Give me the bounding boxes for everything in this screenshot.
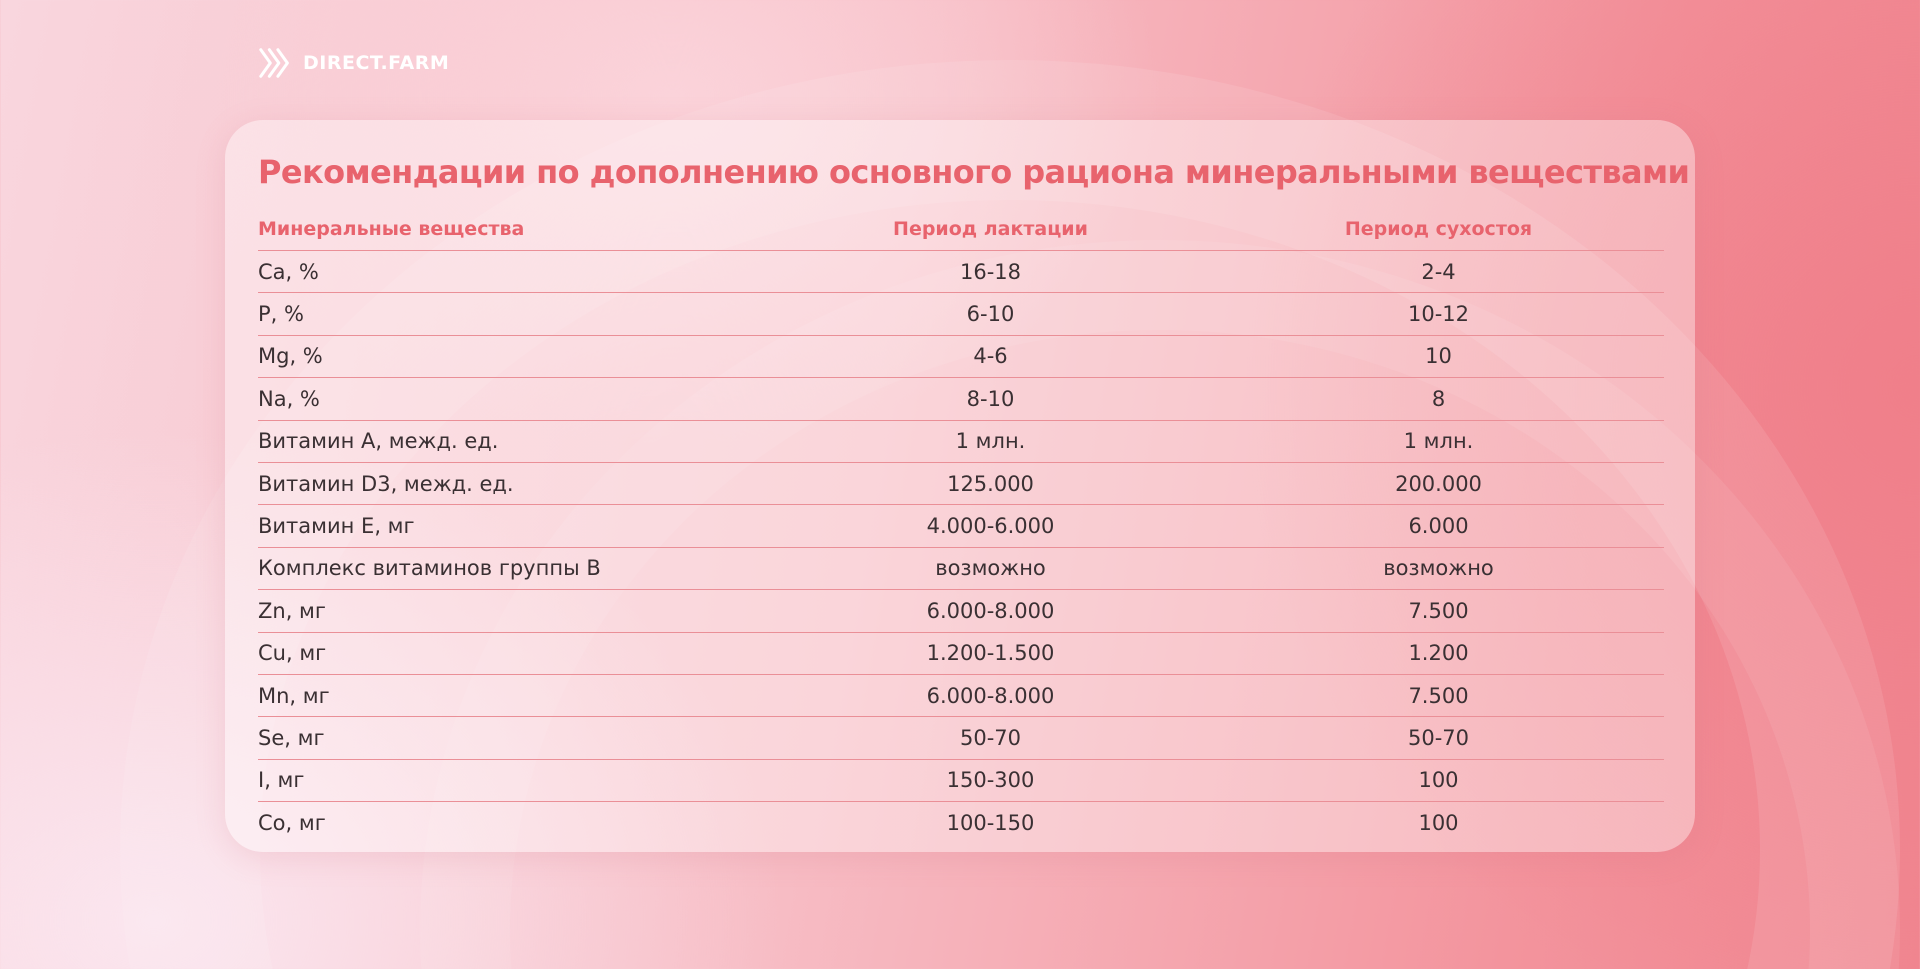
table-header-row bbox=[258, 208, 1664, 251]
brand-logo[interactable] bbox=[257, 44, 449, 82]
mineral-name-cell: Cu, мг bbox=[258, 632, 768, 674]
chevrons-logo-icon bbox=[257, 44, 295, 82]
table-row bbox=[258, 632, 1664, 674]
dry-period-value-cell: 1.200 bbox=[1213, 632, 1664, 674]
header-minerals: Минеральные вещества bbox=[258, 208, 768, 251]
table-row bbox=[258, 802, 1664, 844]
lactation-value-cell: 50-70 bbox=[768, 717, 1213, 759]
table-row bbox=[258, 462, 1664, 504]
mineral-name-cell: Mg, % bbox=[258, 335, 768, 377]
mineral-name-cell: Mn, мг bbox=[258, 674, 768, 716]
table-row bbox=[258, 759, 1664, 801]
lactation-value-cell: 4-6 bbox=[768, 335, 1213, 377]
table-row bbox=[258, 293, 1664, 335]
dry-period-value-cell: 10-12 bbox=[1213, 293, 1664, 335]
dry-period-value-cell: возможно bbox=[1213, 547, 1664, 589]
lactation-value-cell: 100-150 bbox=[946, 810, 1035, 835]
lactation-value-cell: 6-10 bbox=[768, 293, 1213, 335]
table-row bbox=[258, 420, 1664, 462]
header-lactation: Период лактации bbox=[768, 208, 1213, 251]
dry-period-value-cell: 2-4 bbox=[1213, 251, 1664, 293]
dry-period-value-cell: 7.500 bbox=[1213, 590, 1664, 632]
lactation-value-cell: 150-300 bbox=[768, 759, 1213, 801]
lactation-value-cell: 6.000-8.000 bbox=[768, 674, 1213, 716]
lactation-value-cell: 1.200-1.500 bbox=[768, 632, 1213, 674]
mineral-name-cell: Витамин Е, мг bbox=[258, 505, 768, 547]
table-row bbox=[258, 674, 1664, 716]
minerals-table bbox=[258, 208, 1664, 843]
table-row bbox=[258, 505, 1664, 547]
lactation-value-cell: 1 млн. bbox=[768, 420, 1213, 462]
header-dry-period: Период сухостоя bbox=[1213, 208, 1664, 251]
table-row bbox=[258, 378, 1664, 420]
minerals-card bbox=[225, 120, 1695, 852]
mineral-name-cell: P, % bbox=[258, 293, 768, 335]
dry-period-value-cell: 1 млн. bbox=[1213, 420, 1664, 462]
dry-period-value-cell: 6.000 bbox=[1213, 505, 1664, 547]
lactation-value-cell: возможно bbox=[768, 547, 1213, 589]
table-row bbox=[258, 590, 1664, 632]
dry-period-value-cell: 100 bbox=[1418, 810, 1459, 835]
lactation-value-cell: 4.000-6.000 bbox=[768, 505, 1213, 547]
table-row bbox=[258, 251, 1664, 293]
dry-period-value-cell: 8 bbox=[1213, 378, 1664, 420]
mineral-name-cell: I, мг bbox=[258, 759, 768, 801]
mineral-name-cell: Витамин А, межд. ед. bbox=[258, 420, 768, 462]
table-row bbox=[258, 547, 1664, 589]
mineral-name-cell: Ca, % bbox=[258, 251, 768, 293]
lactation-value-cell: 125.000 bbox=[768, 462, 1213, 504]
dry-period-value-cell: 200.000 bbox=[1213, 462, 1664, 504]
mineral-name-cell: Na, % bbox=[258, 378, 768, 420]
table-row bbox=[258, 717, 1664, 759]
lactation-value-cell: 8-10 bbox=[768, 378, 1213, 420]
mineral-name-cell: Витамин D3, межд. ед. bbox=[258, 462, 768, 504]
brand-name: DIRECT.FARM bbox=[303, 52, 450, 74]
dry-period-value-cell: 10 bbox=[1213, 335, 1664, 377]
mineral-name-cell: Zn, мг bbox=[258, 590, 768, 632]
mineral-name-cell: Se, мг bbox=[258, 717, 768, 759]
card-title: Рекомендации по дополнению основного рациона минеральными веществами bbox=[258, 153, 1690, 191]
mineral-name-cell: Co, мг bbox=[258, 810, 326, 835]
dry-period-value-cell: 7.500 bbox=[1213, 674, 1664, 716]
table-row bbox=[258, 335, 1664, 377]
dry-period-value-cell: 100 bbox=[1213, 759, 1664, 801]
lactation-value-cell: 6.000-8.000 bbox=[768, 590, 1213, 632]
dry-period-value-cell: 50-70 bbox=[1213, 717, 1664, 759]
table-body bbox=[258, 251, 1664, 844]
mineral-name-cell: Комплекс витаминов группы В bbox=[258, 547, 768, 589]
lactation-value-cell: 16-18 bbox=[768, 251, 1213, 293]
